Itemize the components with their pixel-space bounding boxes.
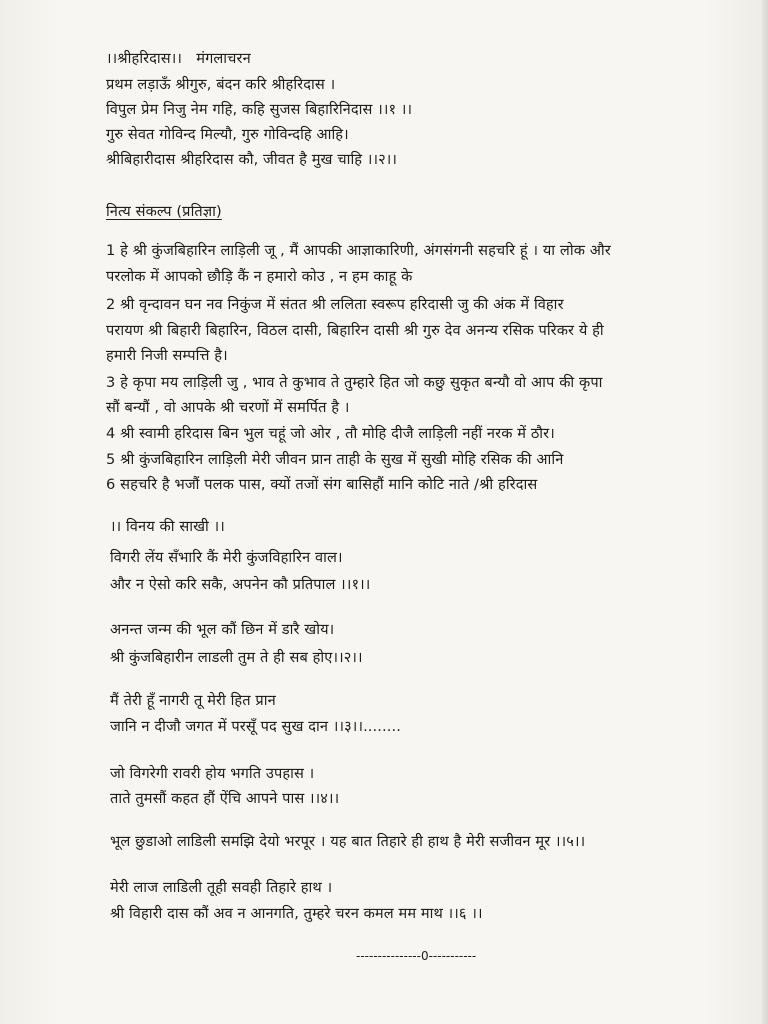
sankalp-line: 4 श्री स्वामी हरिदास बिन भुल चहूं जो ओर , तौ मोहि दीजै लाड़िली नहीं नरक में ठौर। bbox=[106, 425, 555, 442]
invocation-line: प्रथम लड़ाऊँ श्रीगुरु, बंदन करि श्रीहरिदास । bbox=[106, 76, 336, 93]
invocation-line: श्रीबिहारीदास श्रीहरिदास कौ, जीवत है मुख चाहि ।।२।। bbox=[106, 151, 398, 168]
sankalp-heading: नित्य संकल्प (प्रतिज्ञा) bbox=[106, 203, 222, 220]
end-divider: ---------------0----------- bbox=[356, 949, 477, 963]
vinay-line: अनन्त जन्म की भूल कौं छिन में डारै खोय। bbox=[110, 621, 335, 638]
vinay-line: ताते तुमसौं कहत हौं ऐंचि आपने पास ।।४।। bbox=[110, 790, 340, 807]
vinay-line: और न ऐसो करि सकै, अपनेन कौ प्रतिपाल ।।१।। bbox=[110, 576, 371, 593]
vinay-line: जो विगरेगी रावरी होय भगति उपहास । bbox=[110, 765, 315, 782]
sankalp-line: 2 श्री वृन्दावन घन नव निकुंज में संतत श्री ललिता स्वरूप हरिदासी जु की अंक में विहार bbox=[106, 296, 564, 313]
sankalp-line: परायण श्री बिहारी बिहारिन, विठल दासी, बिहारिन दासी श्री गुरु देव अनन्य रसिक परिकर ये ही bbox=[106, 322, 604, 339]
sankalp-line: 6 सहचरि है भजौं पलक पास, क्यों तजों संग बासिहौं मानि कोटि नाते /श्री हरिदास bbox=[106, 476, 538, 493]
sankalp-line: 3 हे कृपा मय लाड़िली जु , भाव ते कुभाव ते तुम्हारे हित जो कछु सुकृत बन्यौ वो आप की कृपा bbox=[106, 374, 603, 391]
sankalp-line: 5 श्री कुंजबिहारिन लाड़िली मेरी जीवन प्रान ताही के सुख में सुखी मोहि रसिक की आनि bbox=[106, 451, 564, 468]
invocation-subtitle: मंगलाचरन bbox=[196, 50, 251, 67]
invocation-line: विपुल प्रेम निजु नेम गहि, कहि सुजस बिहारिनिदास ।।१ ।। bbox=[106, 101, 413, 118]
invocation-title-line bbox=[106, 49, 251, 69]
vinay-line: जानि न दीजौ जगत में परसूँ पद सुख दान ।।३।।........ bbox=[110, 718, 401, 735]
vinay-line: मैं तेरी हूँ नागरी तू मेरी हित प्रान bbox=[110, 692, 276, 709]
sankalp-line: 1 हे श्री कुंजबिहारिन लाड़िली जू , मैं आपकी आज्ञाकारिणी, अंगसंगनी सहचरि हूं । या लोक और bbox=[106, 242, 611, 259]
vinay-line: मेरी लाज लाडिली तूही सवही तिहारे हाथ । bbox=[110, 879, 333, 896]
sankalp-line: परलोक में आपको छौड़ि कैं न हमारो कोउ , न हम काहू के bbox=[106, 268, 413, 285]
sankalp-line: हमारी निजी सम्पत्ति है। bbox=[106, 347, 228, 364]
sankalp-line: सौं बन्यौं , वो आपके श्री चरणों में समर्पित है । bbox=[106, 399, 350, 416]
vinay-line: भूल छुडाओ लाडिली समझि देयो भरपूर । यह बात तिहारे ही हाथ है मेरी सजीवन मूर ।।५।। bbox=[110, 833, 586, 850]
vinay-line: श्री कुंजबिहारीन लाडली तुम ते ही सब होए।।२।। bbox=[110, 649, 363, 666]
vinay-line: श्री विहारी दास कौं अव न आनगति, तुम्हरे चरन कमल मम माथ ।।६ ।। bbox=[110, 905, 483, 922]
invocation-line: गुरु सेवत गोविन्द मिल्यौ, गुरु गोविन्दहि आहि। bbox=[106, 126, 349, 143]
page-edge bbox=[762, 0, 768, 1024]
invocation-title: ।।श्रीहरिदास।। bbox=[106, 50, 183, 67]
vinay-line: विगरी लेंय सँभारि कैं मेरी कुंजविहारिन वाल। bbox=[110, 549, 343, 566]
vinay-heading: ।। विनय की साखी ।। bbox=[110, 518, 225, 535]
